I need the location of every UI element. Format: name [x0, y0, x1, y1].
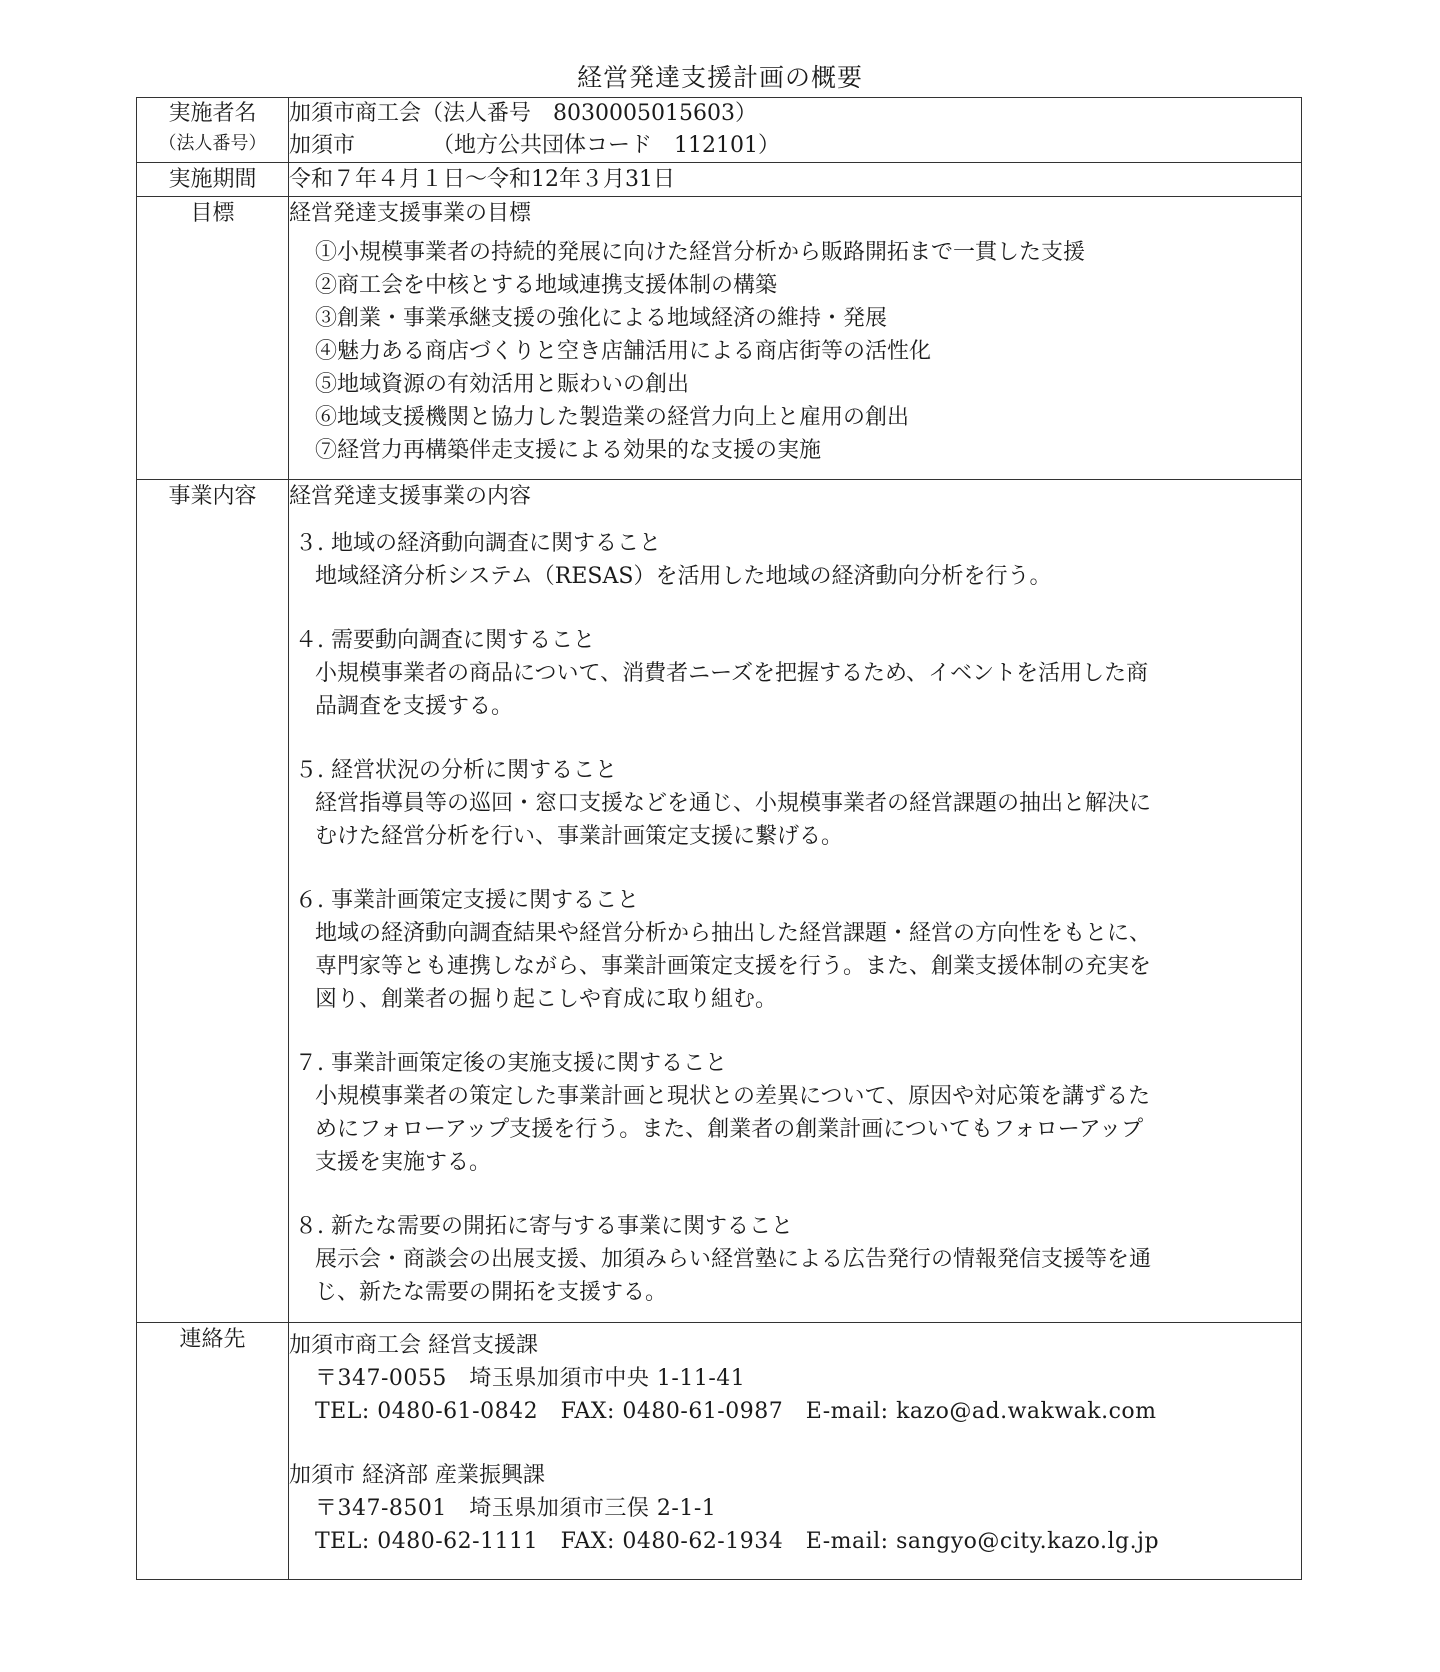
contact-org: 加須市商工会 経営支援課 [289, 1333, 538, 1358]
content-section-title: ８. 新たな需要の開拓に寄与する事業に関すること [295, 1214, 793, 1239]
content-section-title: ７. 事業計画策定後の実施支援に関すること [295, 1051, 727, 1076]
content-section-title: ５. 経営状況の分析に関すること [295, 758, 617, 783]
content-section-line: 品調査を支援する。 [315, 694, 514, 719]
contact-org: 加須市 経済部 産業振興課 [289, 1463, 545, 1488]
goal-item: ⑦経営力再構築伴走支援による効果的な支援の実施 [315, 438, 822, 463]
goals-label: 目標 [190, 201, 235, 226]
content-label-cell [137, 480, 289, 1323]
plan-summary-table [136, 97, 1302, 1580]
goal-item: ②商工会を中核とする地域連携支援体制の構築 [315, 273, 778, 298]
contact-label: 連絡先 [179, 1327, 246, 1352]
content-section-line: 専門家等とも連携しながら、事業計画策定支援を行う。また、創業支援体制の充実を [315, 954, 1152, 979]
content-row [137, 480, 1302, 1323]
contact-address: 〒347-0055 埼玉県加須市中央 1-11-41 [315, 1366, 746, 1391]
goal-item: ④魅力ある商店づくりと空き店舗活用による商店街等の活性化 [315, 339, 932, 364]
implementer-label-cell [137, 98, 289, 163]
implementer-row [137, 98, 1302, 163]
goals-value-cell [289, 197, 1302, 480]
content-value-cell [289, 480, 1302, 1323]
content-section-line: 小規模事業者の策定した事業計画と現状との差異について、原因や対応策を講ずるた [315, 1084, 1151, 1109]
goals-heading: 経営発達支援事業の目標 [289, 201, 532, 226]
implementer-sublabel: （法人番号） [158, 133, 267, 154]
content-section-line: 地域経済分析システム（RESAS）を活用した地域の経済動向分析を行う。 [315, 564, 1052, 589]
goals-label-cell [137, 197, 289, 480]
content-section-line: じ、新たな需要の開拓を支援する。 [315, 1280, 668, 1305]
contact-address: 〒347-8501 埼玉県加須市三俣 2-1-1 [315, 1496, 717, 1521]
contact-label-cell [137, 1323, 289, 1580]
content-heading: 経営発達支援事業の内容 [289, 484, 532, 509]
content-section-title: ４. 需要動向調査に関すること [295, 628, 595, 653]
goal-item: ⑤地域資源の有効活用と賑わいの創出 [315, 372, 690, 397]
content-section-line: めにフォローアップ支援を行う。また、創業者の創業計画についてもフォローアップ [315, 1117, 1144, 1142]
content-section-line: 経営指導員等の巡回・窓口支援などを通じ、小規模事業者の経営課題の抽出と解決に [315, 791, 1152, 816]
implementer-line: 加須市 （地方公共団体コード 112101） [289, 133, 780, 158]
content-section-line: 支援を実施する。 [315, 1150, 492, 1175]
content-section-line: 小規模事業者の商品について、消費者ニーズを把握するため、イベントを活用した商 [315, 661, 1149, 686]
document-title: 経営発達支援計画の概要 [576, 63, 863, 92]
content-section-title: ６. 事業計画策定支援に関すること [295, 888, 639, 913]
contact-phones: TEL: 0480-61-0842 FAX: 0480-61-0987 E-mail: kazo@ad.wakwak.com [315, 1399, 1157, 1424]
contact-row [137, 1323, 1302, 1580]
content-section-line: むけた経営分析を行い、事業計画策定支援に繋げる。 [315, 824, 844, 849]
period-value-cell [289, 163, 1302, 197]
contact-phones: TEL: 0480-62-1111 FAX: 0480-62-1934 E-mail: sangyo@city.kazo.lg.jp [315, 1529, 1160, 1554]
implementer-value-cell [289, 98, 1302, 163]
content-label: 事業内容 [168, 484, 257, 509]
content-section-title: ３. 地域の経済動向調査に関すること [295, 531, 661, 556]
content-section-line: 地域の経済動向調査結果や経営分析から抽出した経営課題・経営の方向性をもとに、 [315, 921, 1152, 946]
goals-row [137, 197, 1302, 480]
contact-value-cell [289, 1323, 1302, 1580]
period-label: 実施期間 [168, 167, 257, 192]
content-section-line: 展示会・商談会の出展支援、加須みらい経営塾による広告発行の情報発信支援等を通 [315, 1247, 1152, 1272]
goal-item: ⑥地域支援機関と協力した製造業の経営力向上と雇用の創出 [315, 405, 910, 430]
period-label-cell [137, 163, 289, 197]
content-section-line: 図り、創業者の掘り起こしや育成に取り組む。 [315, 987, 778, 1012]
period-row [137, 163, 1302, 197]
implementer-label: 実施者名 [168, 101, 257, 126]
implementer-line: 加須市商工会（法人番号 8030005015603） [289, 101, 757, 126]
goal-item: ①小規模事業者の持続的発展に向けた経営分析から販路開拓まで一貫した支援 [315, 240, 1086, 265]
goal-item: ③創業・事業承継支援の強化による地域経済の維持・発展 [315, 306, 888, 331]
period-value: 令和７年４月１日～令和12年３月31日 [289, 167, 675, 192]
